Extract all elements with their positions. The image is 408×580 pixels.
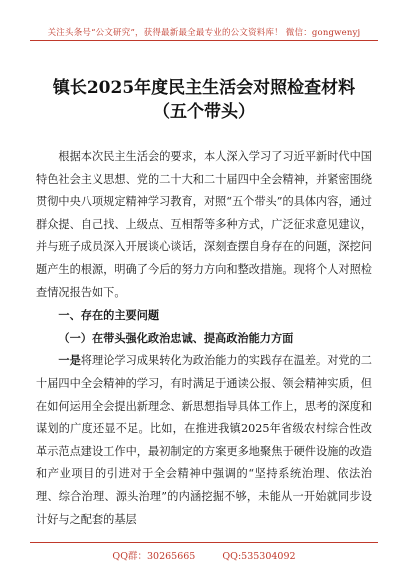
paragraph-text: 将理论学习成果转化为政治能力的实践存在温差。对党的二十届四中全会精神的学习，有时满足于通读公报、领会精神实质，但在如何运用全会提出新理念、新思想指导具体工作上，思考的深度和谋划的广度还显不足。比如，在推进我镇2025年省级农村综合性改革示范点建设工作中，最初制定的方案更多地聚焦于硬件设施的改造和产业项目的引进对于全会精神中强调的“坚持系统治理、依法治理、综合治理、源头治理”的内涵挖掘不够，未能从一开始就同步设计好与之配套的基层 bbox=[36, 354, 372, 526]
footer bbox=[0, 548, 408, 562]
header-note: 关注头条号“公文研究”，获得最新最全最专业的公文资料库！ 微信：gongwenyj bbox=[47, 28, 361, 38]
footer-divider bbox=[30, 542, 378, 543]
body-paragraph bbox=[36, 349, 372, 531]
section-heading: 一、存在的主要问题 bbox=[58, 308, 160, 323]
header-divider bbox=[30, 40, 378, 41]
document-title bbox=[0, 76, 408, 124]
subsection-heading: （一）在带头强化政治忠诚、提高政治能力方面 bbox=[58, 330, 294, 345]
qq-group-label: QQ群：30265665 bbox=[112, 551, 196, 562]
intro-paragraph: 根据本次民主生活会的要求，本人深入学习了习近平新时代中国特色社会主义思想、党的二十大和二十届四中全会精神，并紧密围绕贯彻中央八项规定精神学习教育，对照“五个带头”的具体内容，通过群众提、自己找、上级点、互相帮等多种方式，广泛征求意见建议，并与班子成员深入开展谈心谈话，深刻查摆自身存在的问题，深挖问题产生的根源，明确了今后的努力方向和整改措施。现将个人对照检查情况报告如下。 bbox=[36, 150, 372, 299]
document-body bbox=[36, 146, 372, 531]
title-main: 镇长2025年度民主生活会对照检查材料 bbox=[52, 78, 356, 98]
lead-phrase: 一是 bbox=[58, 353, 81, 368]
qq-label: QQ:535304092 bbox=[222, 551, 296, 562]
title-sub: （五个带头） bbox=[153, 102, 255, 122]
